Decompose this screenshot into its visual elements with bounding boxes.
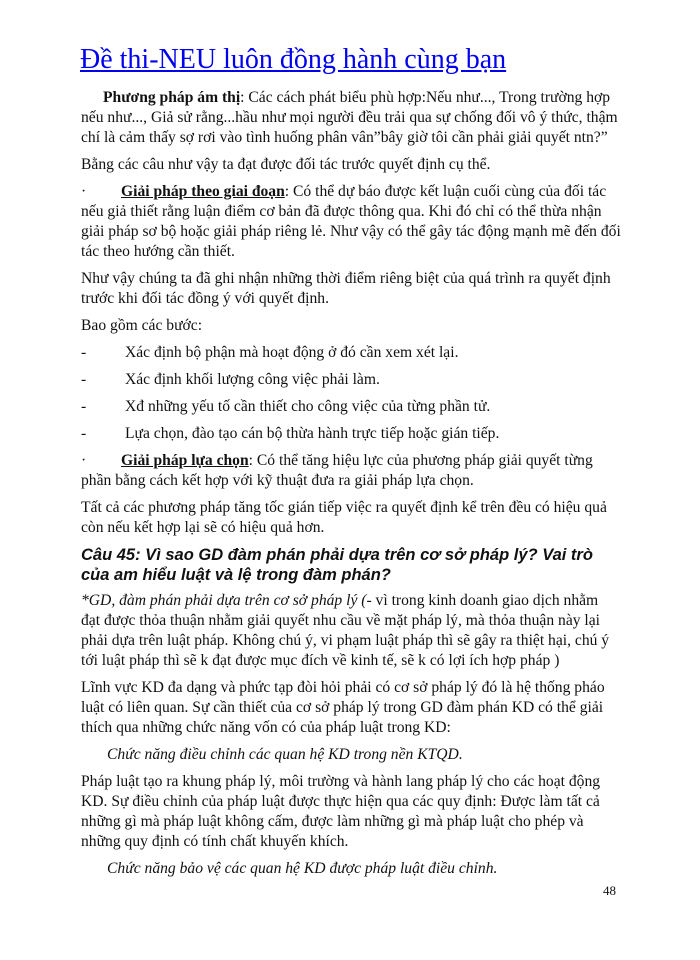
am-thi-label: Phương pháp ám thị (103, 89, 241, 106)
lua-chon-text: : Có thể tăng hiệu lực của phương pháp giải quyết từng phần bằng cách kết hợp với kỹ thuật đưa ra giải pháp lựa chọn. (81, 452, 593, 489)
bullet-dot: · (81, 183, 87, 200)
dash-marker: - (81, 398, 87, 415)
paragraph-am-thi (81, 88, 621, 148)
list-item-text: Xác định khối lượng công việc phải làm. (125, 371, 380, 388)
giai-doan-label: Giải pháp theo giai đoạn (121, 183, 285, 200)
legal-basis-italic: *GD, đàm phán phải dựa trên cơ sở pháp lý ( (81, 592, 367, 609)
giai-doan-text: : Có thể dự báo được kết luận cuối cùng của đối tác nếu giả thiết rằng luận điểm cơ bản đã được thông qua. Khi đó chỉ có thể thừa nhận giải pháp sơ bộ hoặc giải pháp riêng lẻ. Như vậy có thể gây tác động mạnh mẽ đến đối tác theo hướng cần thiết. (81, 183, 621, 260)
paragraph-giai-doan (81, 182, 621, 262)
dash-marker: - (81, 344, 87, 361)
paragraph-11: Pháp luật tạo ra khung pháp lý, môi trường và hành lang pháp lý cho các hoạt động KD. Sự điều chỉnh của pháp luật được thực hiện qua các quy định: Được làm tất cả những gì mà pháp luật không cấm, được làm những gì mà pháp luật cho phép và những quy định có tính chất khuyến khích. (81, 773, 601, 850)
list-item (81, 343, 621, 363)
paragraph-lua-chon (81, 451, 621, 491)
lua-chon-label: Giải pháp lựa chọn (121, 452, 249, 469)
dash-marker: - (81, 425, 87, 442)
function-protect-heading: Chức năng bảo vệ các quan hệ KD được pháp luật điều chỉnh. (107, 860, 498, 877)
dash-marker: - (81, 371, 87, 388)
list-item (81, 424, 621, 444)
list-item-text: Xác định bộ phận mà hoạt động ở đó cần xem xét lại. (125, 344, 459, 361)
question-45-heading: Câu 45: Vì sao GD đàm phán phải dựa trên cơ sở pháp lý? Vai trò của am hiểu luật và lệ trong đàm phán? (81, 546, 593, 584)
paragraph-9: Lĩnh vực KD đa dạng và phức tạp đòi hỏi phải có cơ sở pháp lý đó là hệ thống pháo luật có liên quan. Sự cần thiết của cơ sở pháp lý trong GD đàm phán KD có thể giải thích qua những chức năng vốn có của pháp luật trong KD: (81, 679, 605, 736)
paragraph-7: Tất cả các phương pháp tăng tốc gián tiếp việc ra quyết định kể trên đều có hiệu quả còn nếu kết hợp lại sẽ có hiệu quả hơn. (81, 499, 607, 536)
legal-basis-text: - vì trong kinh doanh giao dịch nhằm đạt được thỏa thuận nhằm giải quyết nhu cầu về mặt pháp lý, mà thỏa thuận này lại phải dựa trên luật pháp. Không chú ý, vi phạm luật pháp thì sẽ gây ra thiệt hại, chú ý tới luật pháp thì sẽ k đạt được mục đích về kinh tế, sẽ k có lợi ích hợp pháp ) (81, 592, 610, 669)
paragraph-8 (81, 591, 621, 671)
paragraph-5: Bao gồm các bước: (81, 317, 203, 334)
list-item-text: Xđ những yếu tố cần thiết cho công việc của từng phần tử. (125, 398, 491, 415)
list-item (81, 397, 621, 417)
list-item (81, 370, 621, 390)
am-thi-text: : Các cách phát biểu phù hợp:Nếu như..., Trong trường hợp nếu như..., Giả sử rằng...hầu như mọi người đều trải qua sự chống đối vô ý thức, thậm chí là cảm thấy sợ rơi vào tình huống phân vân”bây giờ tôi cần phải giải quyết ntn?” (81, 89, 618, 146)
function-regulate-heading: Chức năng điều chỉnh các quan hệ KD trong nền KTQD. (107, 746, 463, 763)
steps-list (81, 343, 621, 444)
page-number: 48 (603, 883, 616, 898)
paragraph-4: Như vậy chúng ta đã ghi nhận những thời điểm riêng biệt của quá trình ra quyết định trước khi đối tác đồng ý với quyết định. (81, 270, 611, 307)
document-body (81, 88, 621, 886)
header-link[interactable]: Đề thi-NEU luôn đồng hành cùng bạn (80, 44, 507, 75)
paragraph-2: Bằng các câu như vậy ta đạt được đối tác trước quyết định cụ thể. (81, 156, 491, 173)
list-item-text: Lựa chọn, đào tạo cán bộ thừa hành trực tiếp hoặc gián tiếp. (125, 425, 500, 442)
bullet-dot: · (81, 452, 87, 469)
